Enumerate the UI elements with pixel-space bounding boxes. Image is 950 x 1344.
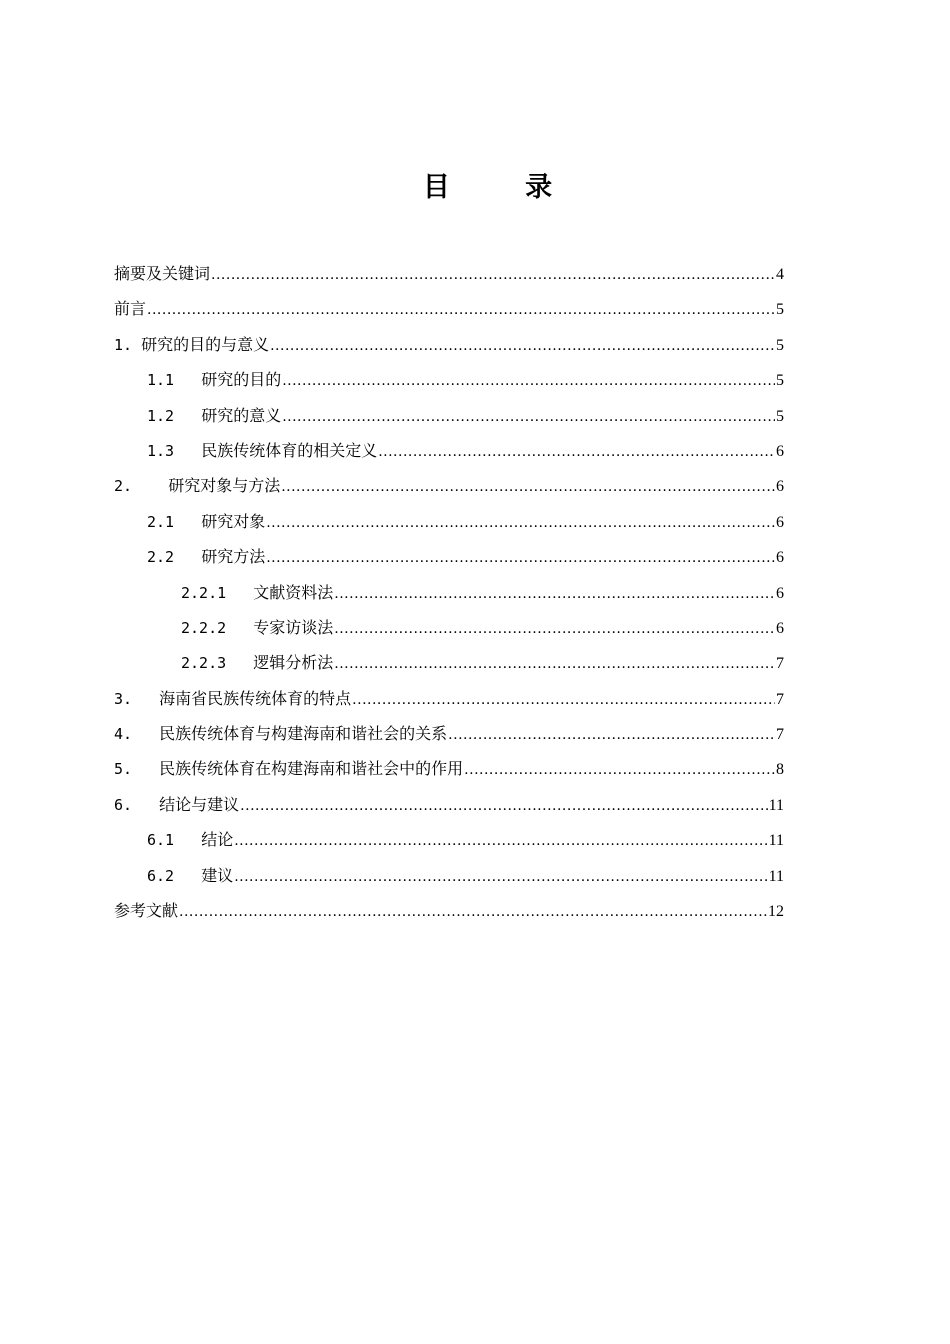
toc-entry-page: 6: [776, 442, 784, 460]
toc-entry-number: 2.1: [147, 512, 202, 531]
toc-entry-number: 6.: [114, 795, 160, 814]
toc-dot-leader: [266, 506, 775, 541]
toc-dot-leader: [234, 860, 767, 895]
toc-entry-page: 6: [776, 549, 784, 567]
toc-entry-number: 4.: [114, 725, 160, 744]
toc-entry-page: 7: [776, 655, 784, 673]
toc-dot-leader: [234, 824, 767, 859]
toc-dot-leader: [281, 470, 775, 505]
toc-dot-leader: [147, 293, 775, 328]
toc-entry-page: 5: [776, 301, 784, 319]
toc-entry[interactable]: [114, 893, 784, 928]
toc-dot-leader: [282, 400, 775, 435]
toc-entry-title: 研究的目的与意义: [141, 334, 270, 354]
toc-dot-leader: [240, 789, 767, 824]
toc-entry-title: 结论与建议: [159, 794, 240, 814]
toc-entry-number: 1.1: [147, 371, 202, 390]
toc-entry-number: 2.2: [147, 548, 202, 567]
toc-entry-page: 6: [776, 619, 784, 637]
toc-list: [114, 256, 784, 928]
toc-entry-title: 民族传统体育的相关定义: [201, 440, 378, 460]
toc-entry-page: 6: [776, 513, 784, 531]
toc-entry-title: 建议: [201, 865, 234, 885]
toc-entry[interactable]: [114, 504, 784, 539]
toc-dot-leader: [266, 541, 775, 576]
toc-dot-leader: [211, 258, 775, 293]
toc-entry[interactable]: [114, 610, 784, 645]
toc-dot-leader: [282, 364, 775, 399]
toc-entry[interactable]: [114, 362, 784, 397]
toc-entry-number: 1.3: [147, 441, 202, 460]
toc-entry-number: 6.1: [147, 831, 202, 850]
toc-entry[interactable]: [114, 291, 784, 326]
toc-entry-page: 11: [768, 832, 784, 850]
toc-dot-leader: [464, 753, 775, 788]
toc-entry-title: 前言: [114, 299, 147, 319]
toc-entry-title: 研究的目的: [201, 370, 282, 390]
toc-entry-page: 5: [776, 372, 784, 390]
toc-entry-page: 6: [776, 478, 784, 496]
toc-entry-title: 研究对象与方法: [168, 476, 281, 496]
toc-entry-title: 结论: [201, 830, 234, 850]
toc-title: 目 录: [422, 172, 553, 203]
toc-entry-number: 3.: [114, 689, 160, 708]
toc-entry-page: 12: [768, 903, 784, 921]
toc-dot-leader: [334, 612, 775, 647]
toc-entry-title: 民族传统体育在构建海南和谐社会中的作用: [159, 759, 464, 779]
toc-entry[interactable]: [114, 787, 784, 822]
toc-entry-number: 2.2.3: [181, 654, 254, 673]
toc-entry-page: 8: [776, 761, 784, 779]
toc-entry-number: 6.2: [147, 866, 202, 885]
toc-entry[interactable]: [114, 751, 784, 786]
toc-dot-leader: [270, 329, 775, 364]
toc-entry-number: 5.: [114, 760, 160, 779]
toc-dot-leader: [378, 435, 775, 470]
toc-entry[interactable]: [114, 327, 784, 362]
toc-entry-number: 1.2: [147, 406, 202, 425]
toc-entry-page: 11: [768, 796, 784, 814]
toc-entry[interactable]: [114, 256, 784, 291]
toc-dot-leader: [179, 895, 767, 930]
toc-entry[interactable]: [114, 645, 784, 680]
toc-entry-page: 5: [776, 336, 784, 354]
toc-dot-leader: [334, 647, 775, 682]
toc-entry-page: 4: [776, 266, 784, 283]
toc-entry[interactable]: [114, 433, 784, 468]
toc-entry-title: 研究方法: [201, 547, 266, 567]
toc-dot-leader: [448, 718, 775, 753]
toc-entry-title: 逻辑分析法: [253, 653, 334, 673]
toc-entry[interactable]: [114, 398, 784, 433]
toc-entry-number: 1.: [114, 335, 142, 354]
toc-entry[interactable]: [114, 468, 784, 503]
toc-entry-title: 研究对象: [201, 511, 266, 531]
toc-entry-title: 摘要及关键词: [114, 264, 211, 283]
toc-dot-leader: [334, 577, 775, 612]
toc-entry-page: 5: [776, 407, 784, 425]
toc-entry[interactable]: [114, 822, 784, 857]
toc-entry-title: 专家访谈法: [253, 617, 334, 637]
toc-entry-title: 研究的意义: [201, 405, 282, 425]
toc-entry[interactable]: [114, 716, 784, 751]
toc-entry-page: 6: [776, 584, 784, 602]
toc-entry[interactable]: [114, 539, 784, 574]
toc-entry-page: 11: [768, 867, 784, 885]
toc-entry-number: 2.: [114, 477, 169, 496]
toc-entry-page: 7: [776, 726, 784, 744]
toc-entry-title: 参考文献: [114, 901, 179, 921]
toc-entry[interactable]: [114, 858, 784, 893]
toc-entry-number: 2.2.2: [181, 618, 254, 637]
toc-entry-title: 民族传统体育与构建海南和谐社会的关系: [159, 724, 448, 744]
toc-entry-title: 海南省民族传统体育的特点: [159, 688, 352, 708]
toc-entry-number: 2.2.1: [181, 583, 254, 602]
toc-dot-leader: [352, 683, 775, 718]
toc-entry[interactable]: [114, 575, 784, 610]
toc-entry-title: 文献资料法: [253, 582, 334, 602]
toc-entry-page: 7: [776, 690, 784, 708]
toc-entry[interactable]: [114, 681, 784, 716]
